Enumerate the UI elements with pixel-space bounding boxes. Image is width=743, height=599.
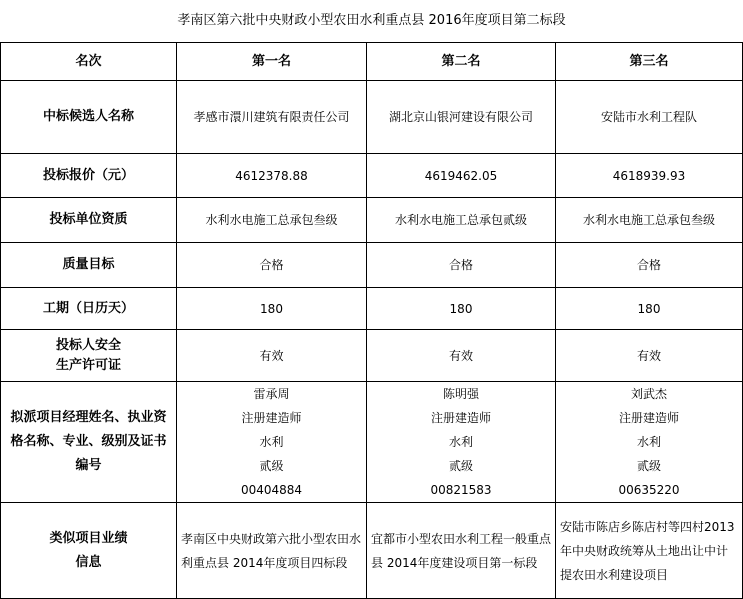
manager-2-level: 贰级 xyxy=(448,459,473,473)
cell-qual-2: 水利水电施工总承包贰级 xyxy=(367,198,556,243)
cell-safety-3: 有效 xyxy=(556,330,743,382)
row-bid-price xyxy=(1,154,743,198)
cell-quality-2: 合格 xyxy=(367,243,556,288)
label-bid-price: 投标报价（元） xyxy=(1,154,177,198)
manager-3-level: 贰级 xyxy=(636,459,661,473)
header-rank-2: 第二名 xyxy=(367,43,556,81)
label-candidate-name: 中标候选人名称 xyxy=(1,81,177,154)
manager-2-title: 注册建造师 xyxy=(430,411,491,425)
cell-price-3: 4618939.93 xyxy=(556,154,743,198)
header-rank-1: 第一名 xyxy=(177,43,367,81)
manager-3-name: 刘武杰 xyxy=(630,387,667,401)
document-title: 孝南区第六批中央财政小型农田水利重点县 2016年度项目第二标段 xyxy=(177,13,566,28)
row-similar-projects xyxy=(1,503,743,599)
manager-2-name: 陈明强 xyxy=(442,387,479,401)
label-similar-line2: 信息 xyxy=(75,554,102,570)
header-label: 名次 xyxy=(1,43,177,81)
cell-similar-3: 安陆市陈店乡陈店村等四村2013年中央财政统筹从土地出让中计提农田水利建设项目 xyxy=(556,503,743,599)
cell-similar-1: 孝南区中央财政第六批小型农田水利重点县 2014年度项目四标段 xyxy=(177,503,367,599)
cell-candidate-1: 孝感市澴川建筑有限责任公司 xyxy=(177,81,367,154)
cell-period-1: 180 xyxy=(177,288,367,330)
cell-similar-2: 宜都市小型农田水利工程一般重点县 2014年度建设项目第一标段 xyxy=(367,503,556,599)
cell-price-1: 4612378.88 xyxy=(177,154,367,198)
cell-qual-1: 水利水电施工总承包叁级 xyxy=(177,198,367,243)
manager-1-title: 注册建造师 xyxy=(241,411,302,425)
cell-period-3: 180 xyxy=(556,288,743,330)
manager-2-cert: 00821583 xyxy=(430,483,492,497)
label-period: 工期（日历天） xyxy=(1,288,177,330)
bid-result-table xyxy=(0,42,743,599)
label-safety-line1: 投标人安全 xyxy=(55,337,121,353)
label-quality: 质量目标 xyxy=(1,243,177,288)
cell-manager-1 xyxy=(177,382,367,503)
cell-manager-2 xyxy=(367,382,556,503)
row-safety-license xyxy=(1,330,743,382)
cell-candidate-2: 湖北京山银河建设有限公司 xyxy=(367,81,556,154)
header-rank-3: 第三名 xyxy=(556,43,743,81)
cell-price-2: 4619462.05 xyxy=(367,154,556,198)
row-qualification xyxy=(1,198,743,243)
row-candidate-name xyxy=(1,81,743,154)
cell-quality-3: 合格 xyxy=(556,243,743,288)
label-project-manager: 拟派项目经理姓名、执业资格名称、专业、级别及证书编号 xyxy=(1,382,177,503)
cell-safety-1: 有效 xyxy=(177,330,367,382)
cell-period-2: 180 xyxy=(367,288,556,330)
label-qualification: 投标单位资质 xyxy=(1,198,177,243)
label-safety-license xyxy=(1,330,177,382)
label-similar-line1: 类似项目业绩 xyxy=(49,530,128,546)
label-similar-projects xyxy=(1,503,177,599)
manager-2-major: 水利 xyxy=(448,435,473,449)
row-project-manager xyxy=(1,382,743,503)
label-safety-line2: 生产许可证 xyxy=(55,357,121,373)
manager-1-major: 水利 xyxy=(259,435,284,449)
manager-1-level: 贰级 xyxy=(259,459,284,473)
manager-3-title: 注册建造师 xyxy=(618,411,679,425)
cell-quality-1: 合格 xyxy=(177,243,367,288)
manager-3-major: 水利 xyxy=(636,435,661,449)
manager-3-cert: 00635220 xyxy=(618,483,680,497)
manager-1-cert: 00404884 xyxy=(240,483,303,497)
cell-manager-3 xyxy=(556,382,743,503)
cell-qual-3: 水利水电施工总承包叁级 xyxy=(556,198,743,243)
cell-candidate-3: 安陆市水利工程队 xyxy=(556,81,743,154)
manager-1-name: 雷承周 xyxy=(253,387,290,401)
row-quality xyxy=(1,243,743,288)
cell-safety-2: 有效 xyxy=(367,330,556,382)
header-row xyxy=(1,43,743,81)
row-period xyxy=(1,288,743,330)
